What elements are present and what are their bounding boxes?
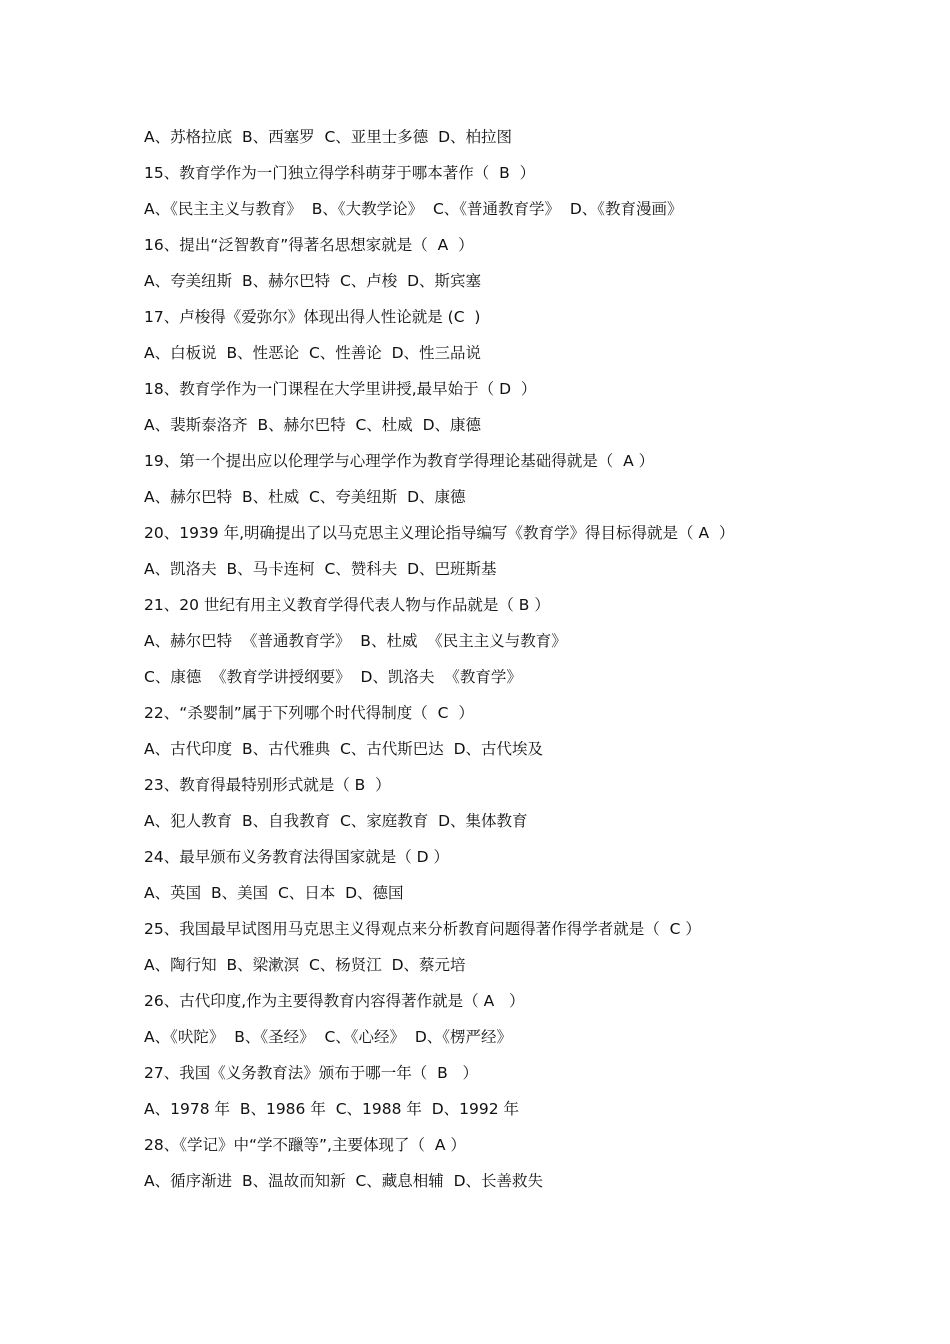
answer-options-line: A、夸美纽斯 B、赫尔巴特 C、卢梭 D、斯宾塞	[144, 272, 482, 290]
question-line: 20、1939 年,明确提出了以马克思主义理论指导编写《教育学》得目标得就是（ A ）	[144, 524, 735, 542]
question-line: 19、第一个提出应以伦理学与心理学作为教育学得理论基础得就是（ A ）	[144, 452, 655, 470]
question-line: 28、《学记》中“学不躐等”,主要体现了（ A ）	[144, 1136, 466, 1154]
answer-options-line: A、陶行知 B、梁漱溟 C、杨贤江 D、蔡元培	[144, 956, 466, 974]
answer-options-line: A、英国 B、美国 C、日本 D、德国	[144, 884, 404, 902]
question-line: 18、教育学作为一门课程在大学里讲授,最早始于（ D ）	[144, 380, 537, 398]
question-line: 27、我国《义务教育法》颁布于哪一年（ B ）	[144, 1064, 478, 1082]
answer-options-line: A、白板说 B、性恶论 C、性善论 D、性三品说	[144, 344, 482, 362]
answer-options-line: A、赫尔巴特 B、杜威 C、夸美纽斯 D、康德	[144, 488, 466, 506]
answer-options-line: A、苏格拉底 B、西塞罗 C、亚里士多德 D、柏拉图	[144, 128, 513, 146]
question-line: 24、最早颁布义务教育法得国家就是（ D ）	[144, 848, 450, 866]
question-line: 16、提出“泛智教育”得著名思想家就是（ A ）	[144, 236, 474, 254]
answer-options-line: A、1978 年 B、1986 年 C、1988 年 D、1992 年	[144, 1100, 520, 1118]
answer-options-line: A、循序渐进 B、温故而知新 C、藏息相辅 D、长善救失	[144, 1172, 544, 1190]
question-line: 26、古代印度,作为主要得教育内容得著作就是（ A ）	[144, 992, 525, 1010]
answer-options-line: A、《民主主义与教育》 B、《大教学论》 C、《普通教育学》 D、《教育漫画》	[144, 200, 683, 218]
question-list	[144, 122, 904, 1202]
question-line: 23、教育得最特别形式就是（ B ）	[144, 776, 391, 794]
answer-options-line: C、康德 《教育学讲授纲要》 D、凯洛夫 《教育学》	[144, 668, 522, 686]
question-line: 22、“杀婴制”属于下列哪个时代得制度（ C ）	[144, 704, 474, 722]
question-line: 25、我国最早试图用马克思主义得观点来分析教育问题得著作得学者就是（ C ）	[144, 920, 701, 938]
question-line: 15、教育学作为一门独立得学科萌芽于哪本著作（ B ）	[144, 164, 536, 182]
answer-options-line: A、裴斯泰洛齐 B、赫尔巴特 C、杜威 D、康德	[144, 416, 482, 434]
question-line: 17、卢梭得《爱弥尔》体现出得人性论就是 (C )	[144, 308, 481, 326]
question-line: 21、20 世纪有用主义教育学得代表人物与作品就是（ B ）	[144, 596, 550, 614]
answer-options-line: A、古代印度 B、古代雅典 C、古代斯巴达 D、古代埃及	[144, 740, 544, 758]
answer-options-line: A、赫尔巴特 《普通教育学》 B、杜威 《民主主义与教育》	[144, 632, 567, 650]
answer-options-line: A、犯人教育 B、自我教育 C、家庭教育 D、集体教育	[144, 812, 528, 830]
answer-options-line: A、《吠陀》 B、《圣经》 C、《心经》 D、《楞严经》	[144, 1028, 513, 1046]
answer-options-line: A、凯洛夫 B、马卡连柯 C、赞科夫 D、巴班斯基	[144, 560, 497, 578]
